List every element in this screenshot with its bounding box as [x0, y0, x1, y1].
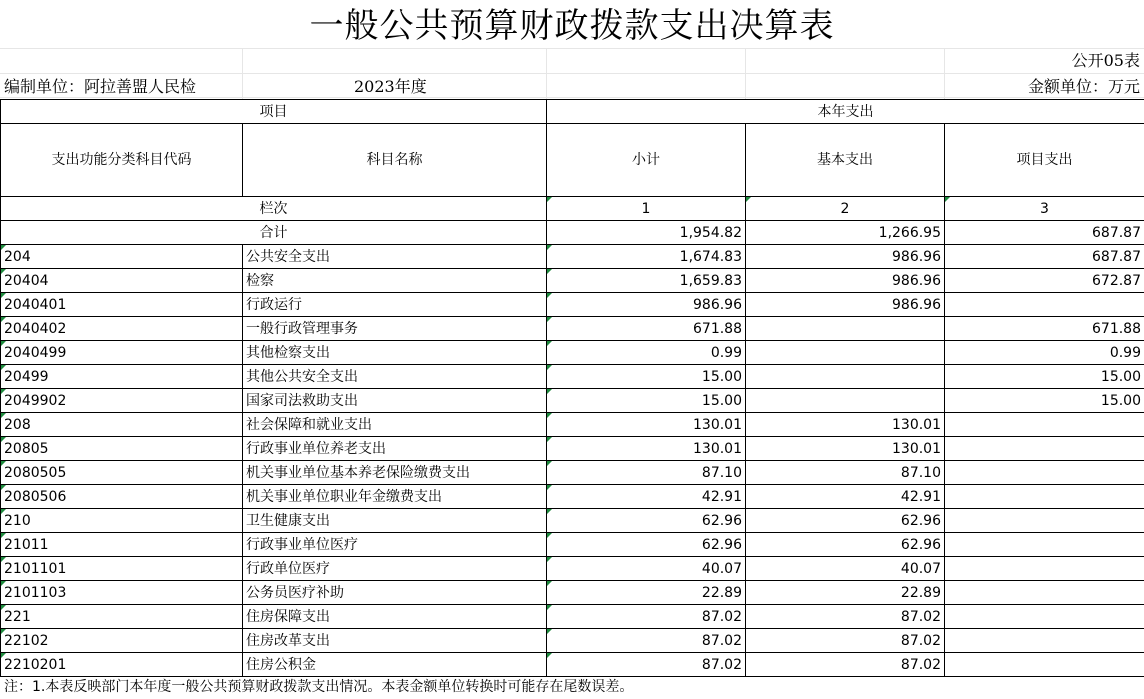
table-row: [1, 461, 1144, 485]
cell-code[interactable]: 22102: [1, 629, 243, 653]
cell-name[interactable]: 国家司法救助支出: [243, 389, 547, 413]
table-row: [1, 605, 1144, 629]
column-number-2[interactable]: 2: [746, 197, 945, 221]
cell-subtotal[interactable]: 1,659.83: [547, 269, 746, 293]
cell-name[interactable]: 住房保障支出: [243, 605, 547, 629]
cell-code[interactable]: 2080506: [1, 485, 243, 509]
table-row: [1, 245, 1144, 269]
expenditure-table: [0, 99, 1144, 677]
cell-subtotal[interactable]: 62.96: [547, 509, 746, 533]
cell-project[interactable]: [945, 461, 1144, 485]
table-row: [1, 269, 1144, 293]
header-item[interactable]: 项目: [1, 100, 547, 124]
cell-basic[interactable]: [746, 365, 945, 389]
cell-basic[interactable]: 62.96: [746, 533, 945, 557]
header-subtotal[interactable]: 小计: [547, 124, 746, 197]
cell-basic[interactable]: [746, 389, 945, 413]
footnote: 注：1.本表反映部门本年度一般公共预算财政拨款支出情况。本表金额单位转换时可能存在尾数误差。: [4, 679, 634, 695]
cell-basic[interactable]: 986.96: [746, 269, 945, 293]
form-code: 公开05表: [1071, 51, 1140, 70]
cell-project[interactable]: [945, 605, 1144, 629]
cell-project[interactable]: [945, 629, 1144, 653]
cell-subtotal[interactable]: 130.01: [547, 413, 746, 437]
column-number-1[interactable]: 1: [547, 197, 746, 221]
cell-code[interactable]: 221: [1, 605, 243, 629]
header-code[interactable]: 支出功能分类科目代码: [1, 124, 243, 197]
fiscal-year: 2023年度: [354, 77, 427, 96]
cell-code[interactable]: 20805: [1, 437, 243, 461]
cell-subtotal[interactable]: 87.02: [547, 605, 746, 629]
cell-name[interactable]: 公务员医疗补助: [243, 581, 547, 605]
cell-code[interactable]: 2049902: [1, 389, 243, 413]
cell-subtotal[interactable]: 130.01: [547, 437, 746, 461]
cell-basic[interactable]: 87.02: [746, 629, 945, 653]
cell-code[interactable]: 21011: [1, 533, 243, 557]
cell-basic[interactable]: [746, 317, 945, 341]
cell-subtotal[interactable]: 986.96: [547, 293, 746, 317]
table-row: [1, 317, 1144, 341]
table-row: [1, 653, 1144, 677]
cell-name[interactable]: 住房公积金: [243, 653, 547, 677]
total-subtotal[interactable]: 1,954.82: [547, 221, 746, 245]
table-row: [1, 509, 1144, 533]
compiling-unit: 编制单位：阿拉善盟人民检: [4, 77, 197, 96]
cell-code[interactable]: 2101101: [1, 557, 243, 581]
cell-subtotal[interactable]: 671.88: [547, 317, 746, 341]
cell-subtotal[interactable]: 87.10: [547, 461, 746, 485]
cell-basic[interactable]: 42.91: [746, 485, 945, 509]
cell-basic[interactable]: 87.02: [746, 653, 945, 677]
cell-project[interactable]: 671.88: [945, 317, 1144, 341]
cell-basic[interactable]: 87.10: [746, 461, 945, 485]
cell-basic[interactable]: 87.02: [746, 605, 945, 629]
cell-basic[interactable]: [746, 341, 945, 365]
cell-code[interactable]: 2210201: [1, 653, 243, 677]
gridline-row: [0, 49, 1144, 74]
cell-project[interactable]: [945, 485, 1144, 509]
gridline-col: [944, 49, 945, 99]
cell-project[interactable]: [945, 293, 1144, 317]
table-row: [1, 437, 1144, 461]
cell-project[interactable]: [945, 437, 1144, 461]
cell-subtotal[interactable]: 42.91: [547, 485, 746, 509]
cell-basic[interactable]: 130.01: [746, 413, 945, 437]
cell-subtotal[interactable]: 15.00: [547, 365, 746, 389]
cell-subtotal[interactable]: 15.00: [547, 389, 746, 413]
cell-subtotal[interactable]: 87.02: [547, 653, 746, 677]
cell-project[interactable]: [945, 509, 1144, 533]
cell-code[interactable]: 204: [1, 245, 243, 269]
cell-project[interactable]: [945, 653, 1144, 677]
amount-unit: 金额单位：万元: [1027, 77, 1140, 96]
table-row: [1, 341, 1144, 365]
cell-basic[interactable]: 986.96: [746, 293, 945, 317]
cell-name[interactable]: 行政运行: [243, 293, 547, 317]
cell-project[interactable]: 687.87: [945, 245, 1144, 269]
cell-project[interactable]: 15.00: [945, 365, 1144, 389]
cell-project[interactable]: [945, 581, 1144, 605]
cell-code[interactable]: 208: [1, 413, 243, 437]
column-number-3[interactable]: 3: [945, 197, 1144, 221]
cell-code[interactable]: 2040499: [1, 341, 243, 365]
cell-name[interactable]: 行政单位医疗: [243, 557, 547, 581]
table-row: [1, 533, 1144, 557]
cell-name[interactable]: 机关事业单位基本养老保险缴费支出: [243, 461, 547, 485]
cell-name[interactable]: 行政事业单位养老支出: [243, 437, 547, 461]
cell-name[interactable]: 其他检察支出: [243, 341, 547, 365]
cell-code[interactable]: 20499: [1, 365, 243, 389]
cell-name[interactable]: 检察: [243, 269, 547, 293]
table-row: [1, 413, 1144, 437]
header-basic[interactable]: 基本支出: [746, 124, 945, 197]
cell-name[interactable]: 社会保障和就业支出: [243, 413, 547, 437]
gridline-col: [745, 49, 746, 99]
cell-code[interactable]: 2080505: [1, 461, 243, 485]
table-row: [1, 293, 1144, 317]
header-current-year[interactable]: 本年支出: [547, 100, 1144, 124]
cell-subtotal[interactable]: 22.89: [547, 581, 746, 605]
total-basic[interactable]: 1,266.95: [746, 221, 945, 245]
cell-project[interactable]: 15.00: [945, 389, 1144, 413]
cell-name[interactable]: 行政事业单位医疗: [243, 533, 547, 557]
table-row: [1, 629, 1144, 653]
table-row: [1, 557, 1144, 581]
cell-name[interactable]: 住房改革支出: [243, 629, 547, 653]
cell-subtotal[interactable]: 87.02: [547, 629, 746, 653]
cell-project[interactable]: [945, 533, 1144, 557]
header-name[interactable]: 科目名称: [243, 124, 547, 197]
cell-code[interactable]: 2040402: [1, 317, 243, 341]
cell-name[interactable]: 其他公共安全支出: [243, 365, 547, 389]
cell-project[interactable]: [945, 413, 1144, 437]
total-label[interactable]: 合计: [1, 221, 547, 245]
cell-code[interactable]: 210: [1, 509, 243, 533]
cell-basic[interactable]: 62.96: [746, 509, 945, 533]
cell-name[interactable]: 卫生健康支出: [243, 509, 547, 533]
cell-basic[interactable]: 986.96: [746, 245, 945, 269]
cell-subtotal[interactable]: 40.07: [547, 557, 746, 581]
cell-project[interactable]: 0.99: [945, 341, 1144, 365]
cell-name[interactable]: 公共安全支出: [243, 245, 547, 269]
cell-project[interactable]: [945, 557, 1144, 581]
table-row: [1, 581, 1144, 605]
page-title: 一般公共预算财政拨款支出决算表: [309, 6, 835, 46]
cell-basic[interactable]: 40.07: [746, 557, 945, 581]
cell-basic[interactable]: 22.89: [746, 581, 945, 605]
cell-project[interactable]: 672.87: [945, 269, 1144, 293]
cell-name[interactable]: 机关事业单位职业年金缴费支出: [243, 485, 547, 509]
cell-code[interactable]: 2040401: [1, 293, 243, 317]
cell-code[interactable]: 2101103: [1, 581, 243, 605]
table-row: [1, 365, 1144, 389]
cell-subtotal[interactable]: 62.96: [547, 533, 746, 557]
table-row: [1, 389, 1144, 413]
cell-subtotal[interactable]: 0.99: [547, 341, 746, 365]
cell-name[interactable]: 一般行政管理事务: [243, 317, 547, 341]
cell-subtotal[interactable]: 1,674.83: [547, 245, 746, 269]
cell-basic[interactable]: 130.01: [746, 437, 945, 461]
column-order-label[interactable]: 栏次: [1, 197, 547, 221]
header-project[interactable]: 项目支出: [945, 124, 1144, 197]
gridline-col: [546, 49, 547, 99]
cell-code[interactable]: 20404: [1, 269, 243, 293]
total-project[interactable]: 687.87: [945, 221, 1144, 245]
gridline-col: [242, 49, 243, 99]
table-row: [1, 485, 1144, 509]
